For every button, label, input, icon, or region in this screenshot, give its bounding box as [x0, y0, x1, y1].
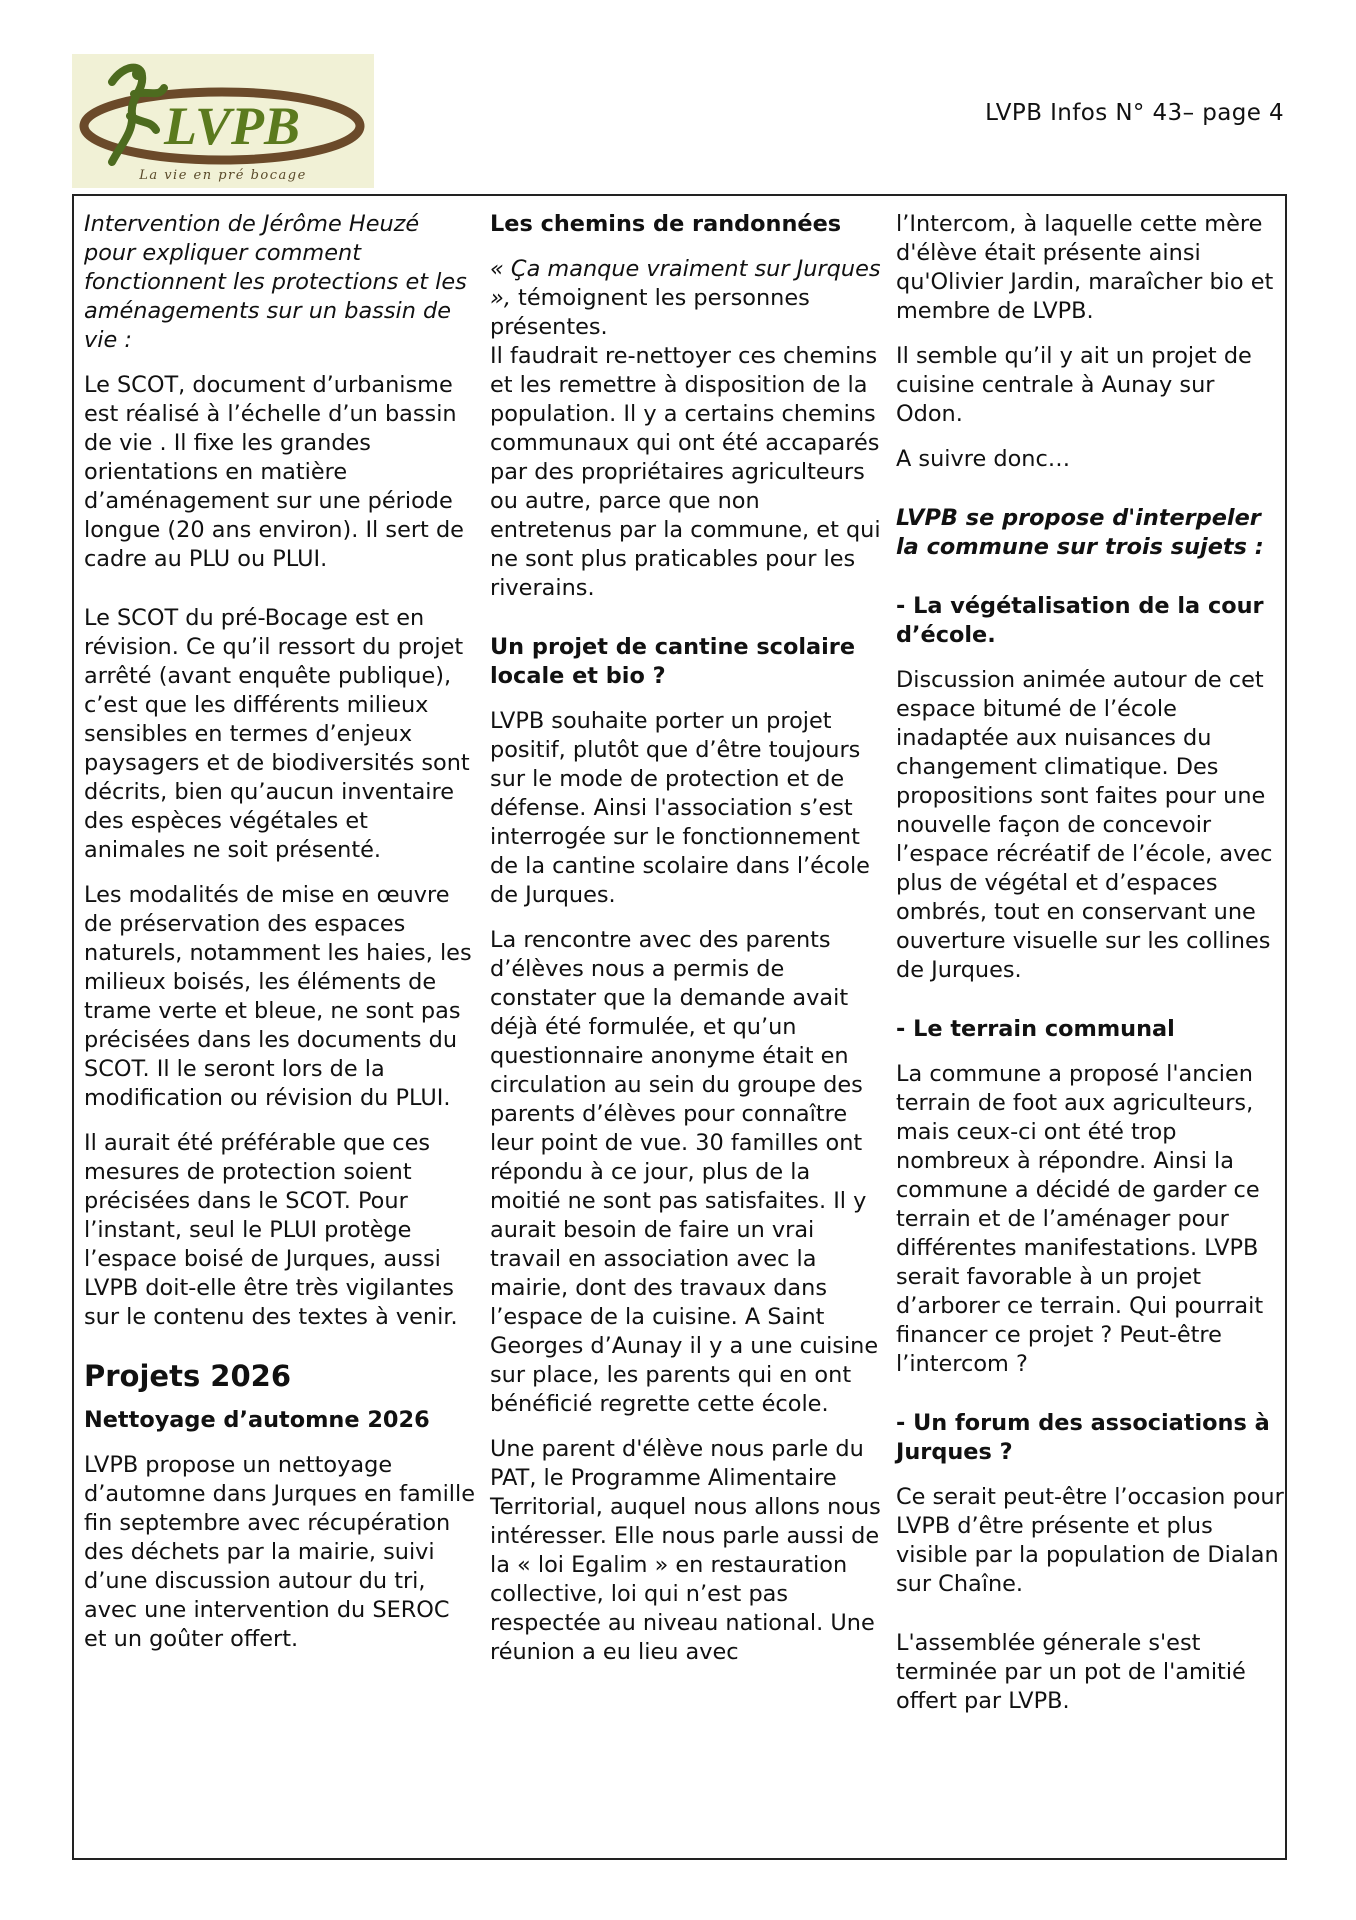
page-label: LVPB Infos N° 43– page 4: [985, 100, 1284, 126]
heading-paths: Les chemins de randonnées: [490, 211, 842, 237]
canteen-paragraph: LVPB souhaite porter un projet positif, plutôt que d’être toujours sur le mode de protection et de défense. Ainsi l'association s’est interrogée sur le fonctionnement de la cantine scolaire dans l’école de Jurques.: [490, 708, 870, 908]
subsection-title: Nettoyage d’automne 2026: [84, 1407, 430, 1433]
nettoyage-paragraph: LVPB propose un nettoyage d’automne dans Jurques en famille fin septembre avec récupération des déchets par la mairie, suivi d’une discussion autour du tri, avec une intervention du SEROC et un goûter offert.: [84, 1452, 476, 1652]
scot-revision-paragraph: Le SCOT du pré-Bocage est en révision. Ce qu’il ressort du projet arrêté (avant enquête publique), c’est que les différents milieux sensibles en termes d’enjeux paysagers et de biodiversités sont décrits, bien qu’aucun inventaire des espèces végétales et animales ne soit présenté.: [84, 605, 470, 863]
cuisine-centrale-paragraph: Il semble qu’il y ait un projet de cuisine centrale à Aunay sur Odon.: [896, 343, 1252, 427]
preferable-paragraph: Il aurait été préférable que ces mesures de protection soient précisées dans le SCOT. Pour l’instant, seul le PLUI protège l’espace boisé de Jurques, aussi LVPB doit-elle être très vigilantes sur le contenu des textes à venir.: [84, 1130, 458, 1330]
a-suivre: A suivre donc…: [896, 446, 1071, 472]
logo-tagline: La vie en pré bocage: [139, 168, 307, 183]
vegetalisation-paragraph: Discussion animée autour de cet espace bitumé de l’école inadaptée aux nuisances du changement climatique. Des propositions sont faites pour une nouvelle façon de concevoir l’espace récréatif de l’école, avec plus de végétal et d’espaces ombrés, tout en conservant une ouverture visuelle sur les collines de Jurques.: [896, 667, 1273, 983]
quote: « Ça manque vraiment sur Jurques »,: [490, 256, 881, 311]
svg-text:LVPB: LVPB: [163, 96, 301, 156]
logo: [72, 54, 374, 188]
section-title: Projets 2026: [84, 1359, 292, 1393]
intro-paragraph: Intervention de Jérôme Heuzé pour expliquer comment fonctionnent les protections et les aménagements sur un bassin de vie :: [84, 211, 467, 353]
paths-text: Il faudrait re-nettoyer ces chemins et les remettre à disposition de la population. Il y a certains chemins communaux qui ont été accaparés par des propriétaires agriculteurs ou autre, parce que non entretenus par la commune, et qui ne sont plus praticables pour les riverains.: [490, 343, 881, 601]
heading-canteen: Un projet de cantine scolaire locale et bio ?: [490, 634, 856, 689]
quote-rest: témoignent les personnes présentes.: [490, 285, 810, 340]
logo-emblem: [72, 54, 374, 174]
heading-vegetalisation: - La végétalisation de la cour d’école.: [896, 593, 1264, 648]
paths-paragraph: [490, 255, 882, 603]
heading-terrain: - Le terrain communal: [896, 1016, 1175, 1042]
scot-paragraph: Le SCOT, document d’urbanisme est réalisé à l’échelle d’un bassin de vie . Il fixe les grandes orientations en matière d’aménagement sur une période longue (20 ans environ). Il sert de cadre au PLU ou PLUI.: [84, 372, 464, 572]
parents-paragraph: La rencontre avec des parents d’élèves nous a permis de constater que la demande avait déjà été formulée, et qu’un questionnaire anonyme était en circulation au sein du groupe des parents d’élèves pour connaître leur point de vue. 30 familles ont répondu à ce jour, plus de la moitié ne sont pas satisfaites. Il y aurait besoin de faire un vrai travail en association avec la mairie, dont des travaux dans l’espace de la cuisine. A Saint Georges d’Aunay il y a une cuisine sur place, les parents qui en ont bénéficié regrette cette école.: [490, 927, 879, 1417]
forum-paragraph: Ce serait peut-être l’occasion pour LVPB d’être présente et plus visible par la population de Dialan sur Chaîne.: [896, 1484, 1284, 1597]
content-frame: [72, 194, 1287, 1860]
column-1: [84, 210, 476, 1670]
modalites-paragraph: Les modalités de mise en œuvre de préservation des espaces naturels, notamment les haies, les milieux boisés, les éléments de trame verte et bleue, ne sont pas précisées dans les documents du SCOT. Il le seront lors de la modification ou révision du PLUI.: [84, 882, 472, 1111]
proposal-heading: LVPB se propose d'interpeler la commune sur trois sujets :: [896, 505, 1264, 560]
pat-paragraph: Une parent d'élève nous parle du PAT, le Programme Alimentaire Territorial, auquel nous allons nous intéresser. Elle nous parle aussi de la « loi Egalim » en restauration collective, loi qui n’est pas respectée au niveau national. Une réunion a eu lieu avec: [490, 1436, 881, 1665]
column-3: [896, 210, 1288, 1732]
assemblee-paragraph: L'assemblée génerale s'est terminée par un pot de l'amitié offert par LVPB.: [896, 1630, 1246, 1714]
intercom-paragraph: l’Intercom, à laquelle cette mère d'élève était présente ainsi qu'Olivier Jardin, maraîcher bio et membre de LVPB.: [896, 211, 1274, 324]
terrain-paragraph: La commune a proposé l'ancien terrain de foot aux agriculteurs, mais ceux-ci ont été trop nombreux à répondre. Ainsi la commune a décidé de garder ce terrain et de l’aménager pour différentes manifestations. LVPB serait favorable à un projet d’arborer ce terrain. Qui pourrait financer ce projet ? Peut-être l’intercom ?: [896, 1061, 1264, 1377]
heading-forum: - Un forum des associations à Jurques ?: [896, 1410, 1270, 1465]
column-2: [490, 210, 882, 1683]
